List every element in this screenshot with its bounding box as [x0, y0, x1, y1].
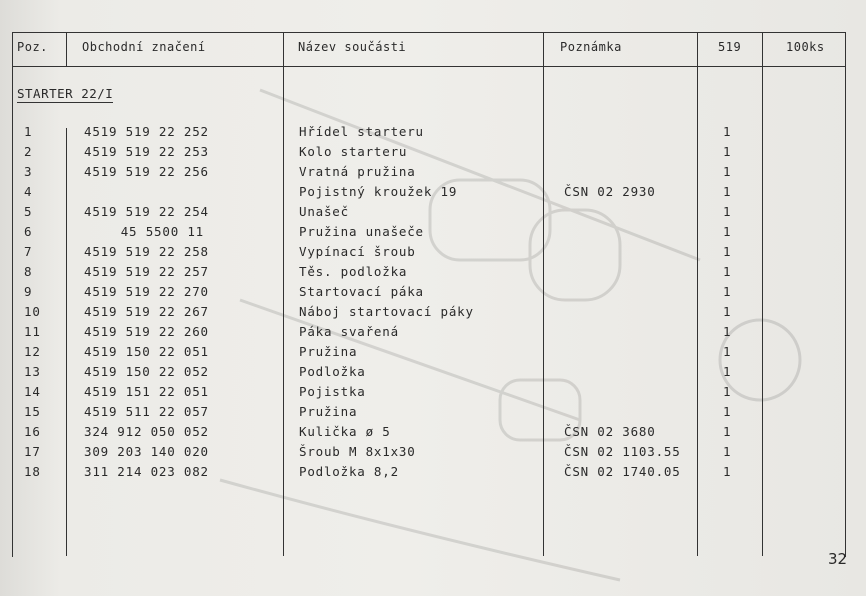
- row-poz: 4: [24, 184, 33, 199]
- row-name: Páka svařená: [299, 324, 399, 339]
- table-row: [0, 364, 866, 384]
- row-code: 4519 519 22 270: [84, 284, 209, 299]
- row-code: 309 203 140 020: [84, 444, 209, 459]
- table-row: [0, 384, 866, 404]
- row-name: Vratná pružina: [299, 164, 416, 179]
- row-name: Pružina: [299, 404, 358, 419]
- row-name: Těs. podložka: [299, 264, 408, 279]
- row-code: 4519 519 22 253: [84, 144, 209, 159]
- row-note: ČSN 02 2930: [564, 184, 656, 199]
- row-qty: 1: [723, 304, 732, 319]
- row-code: 311 214 023 082: [84, 464, 209, 479]
- column-divider: [66, 32, 67, 66]
- page-number: 32: [828, 550, 848, 568]
- row-name: Náboj startovací páky: [299, 304, 474, 319]
- table-row: [0, 284, 866, 304]
- row-name: Pojistka: [299, 384, 366, 399]
- header-code: Obchodní značení: [82, 40, 206, 54]
- row-poz: 5: [24, 204, 33, 219]
- row-poz: 10: [24, 304, 41, 319]
- table-row: [0, 184, 866, 204]
- row-code: 4519 519 22 258: [84, 244, 209, 259]
- table-row: [0, 144, 866, 164]
- row-code: 4519 151 22 051: [84, 384, 209, 399]
- row-qty: 1: [723, 464, 732, 479]
- row-name: Pojistný kroužek 19: [299, 184, 458, 199]
- row-poz: 6: [24, 224, 33, 239]
- row-poz: 15: [24, 404, 41, 419]
- row-code: 4519 150 22 052: [84, 364, 209, 379]
- row-code: 4519 511 22 057: [84, 404, 209, 419]
- row-qty: 1: [723, 284, 732, 299]
- row-poz: 14: [24, 384, 41, 399]
- row-qty: 1: [723, 164, 732, 179]
- header-100ks: 100ks: [786, 40, 825, 54]
- row-qty: 1: [723, 404, 732, 419]
- row-note: ČSN 02 3680: [564, 424, 656, 439]
- table-row: [0, 244, 866, 264]
- row-code: 45 5500 11: [120, 224, 204, 239]
- row-poz: 11: [24, 324, 41, 339]
- header-poz: Poz.: [17, 40, 48, 54]
- table-row: [0, 304, 866, 324]
- row-poz: 16: [24, 424, 41, 439]
- row-poz: 1: [24, 124, 33, 139]
- row-qty: 1: [723, 144, 732, 159]
- header-519: 519: [718, 40, 742, 54]
- table-row: [0, 404, 866, 424]
- row-name: Podložka 8,2: [299, 464, 399, 479]
- row-code: 4519 519 22 267: [84, 304, 209, 319]
- row-name: Unašeč: [299, 204, 349, 219]
- row-qty: 1: [723, 364, 732, 379]
- row-code: 324 912 050 052: [84, 424, 209, 439]
- table-row: [0, 124, 866, 144]
- row-poz: 8: [24, 264, 33, 279]
- section-title: STARTER 22/I: [17, 86, 114, 101]
- row-poz: 2: [24, 144, 33, 159]
- header-note: Poznámka: [560, 40, 622, 54]
- row-poz: 3: [24, 164, 33, 179]
- table-row: [0, 444, 866, 464]
- row-note: ČSN 02 1740.05: [564, 464, 681, 479]
- table-row: [0, 464, 866, 484]
- header-divider: [12, 66, 846, 67]
- table-row: [0, 164, 866, 184]
- row-name: Hřídel starteru: [299, 124, 424, 139]
- row-qty: 1: [723, 264, 732, 279]
- row-qty: 1: [723, 124, 732, 139]
- row-poz: 13: [24, 364, 41, 379]
- row-poz: 12: [24, 344, 41, 359]
- row-poz: 17: [24, 444, 41, 459]
- row-code: 4519 519 22 252: [84, 124, 209, 139]
- row-qty: 1: [723, 444, 732, 459]
- table-row: [0, 344, 866, 364]
- row-qty: 1: [723, 184, 732, 199]
- row-code: 4519 150 22 051: [84, 344, 209, 359]
- row-code: 4519 519 22 260: [84, 324, 209, 339]
- row-qty: 1: [723, 244, 732, 259]
- table-row: [0, 424, 866, 444]
- row-note: ČSN 02 1103.55: [564, 444, 681, 459]
- row-name: Kolo starteru: [299, 144, 408, 159]
- row-poz: 9: [24, 284, 33, 299]
- row-qty: 1: [723, 424, 732, 439]
- row-name: Kulička ø 5: [299, 424, 391, 439]
- row-code: 4519 519 22 256: [84, 164, 209, 179]
- row-code: 4519 519 22 257: [84, 264, 209, 279]
- row-qty: 1: [723, 344, 732, 359]
- row-name: Startovací páka: [299, 284, 424, 299]
- row-code: 4519 519 22 254: [84, 204, 209, 219]
- row-qty: 1: [723, 324, 732, 339]
- row-qty: 1: [723, 224, 732, 239]
- row-name: Šroub M 8x1x30: [299, 444, 416, 459]
- row-name: Pružina: [299, 344, 358, 359]
- row-qty: 1: [723, 204, 732, 219]
- row-poz: 7: [24, 244, 33, 259]
- table-row: [0, 324, 866, 344]
- row-qty: 1: [723, 384, 732, 399]
- row-name: Podložka: [299, 364, 366, 379]
- row-name: Pružina unašeče: [299, 224, 424, 239]
- table-row: [0, 204, 866, 224]
- header-name: Název součásti: [298, 40, 407, 54]
- row-poz: 18: [24, 464, 41, 479]
- table-row: [0, 264, 866, 284]
- table-row: [0, 224, 866, 244]
- row-name: Vypínací šroub: [299, 244, 416, 259]
